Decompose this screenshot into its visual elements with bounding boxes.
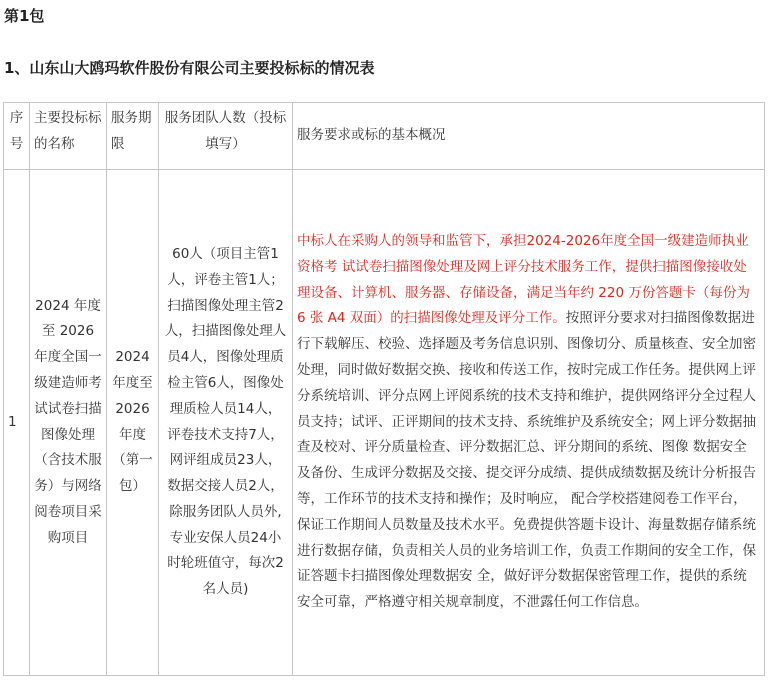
table-row <box>4 170 765 676</box>
cell-period: 2024 年度至 2026 年度（第一包） <box>107 170 159 676</box>
desc-body-text: 按照评分要求对扫描图像数据进行下载解压、校验、选择题及考务信息识别、图像切分、质量核查、安全加密处理，同时做好数据交换、接收和传送工作，按时完成工作任务。提供网上评分系统培训、评分点网上评阅系统的技术支持和维护，提供网络评分全过程人员支持；试评、正评期间的技术支持、系统维护及系统安全；网上评分数据抽查及校对、评分质量检查、评分数据汇总、评分期间的系统、图像 数据安全及备份、生成评分数据及交接、提交评分成绩、提供成绩数据及统计分析报告等，工作环节的技术支持和操作；及时响应， 配合学校搭建阅卷工作平台，保证工作期间人员数量及技术水平。免费提供答题卡设计、海量数据存储系统进行数据存储，负责相关人员的业务培训工作，负责工作期间的安全工作，保证答题卡扫描图像处理数据安 全，做好评分数据保密管理工作，提供的系统安全可靠，严格遵守相关规章制度，不泄露任何工作信息。 <box>297 310 756 611</box>
package-title: 第1包 <box>4 7 45 25</box>
cell-team: 60人（项目主管1人，评卷主管1人；扫描图像处理主管2人，扫描图像处理人员4人，图像处理质检主管6人，图像处理质检人员14人，评卷技术支持7人，网评组成员23人，数据交接人员2人，除服务团队人员外,专业安保人员24小时轮班值守，每次2名人员) <box>159 170 293 676</box>
header-team: 服务团队人数（投标填写） <box>159 103 293 170</box>
header-period: 服务期限 <box>107 103 159 170</box>
section-title: 1、山东山大鸥玛软件股份有限公司主要投标标的情况表 <box>4 59 375 77</box>
header-seq: 序号 <box>4 103 30 170</box>
desc-highlight-text: 中标人在采购人的领导和监管下，承担2024-2026年度全国一级建造师执业资格考 试试卷扫描图像处理及网上评分技术服务工作，提供扫描图像接收处理设备、计算机、服务器、存储设备，满足当年约 220 万份答题卡（每份为 6 张 A4 双面）的扫描图像处理及评分工作。 <box>297 233 750 327</box>
header-desc: 服务要求或标的基本概况 <box>293 103 765 170</box>
bid-info-table <box>3 102 765 676</box>
header-name: 主要投标标的名称 <box>30 103 107 170</box>
cell-desc <box>293 170 765 676</box>
cell-seq: 1 <box>4 170 30 676</box>
cell-name: 2024 年度至 2026 年度全国一级建造师考试试卷扫描图像处理（含技术服务）与网络阅卷项目采购项目 <box>30 170 107 676</box>
table-header-row <box>4 103 765 170</box>
